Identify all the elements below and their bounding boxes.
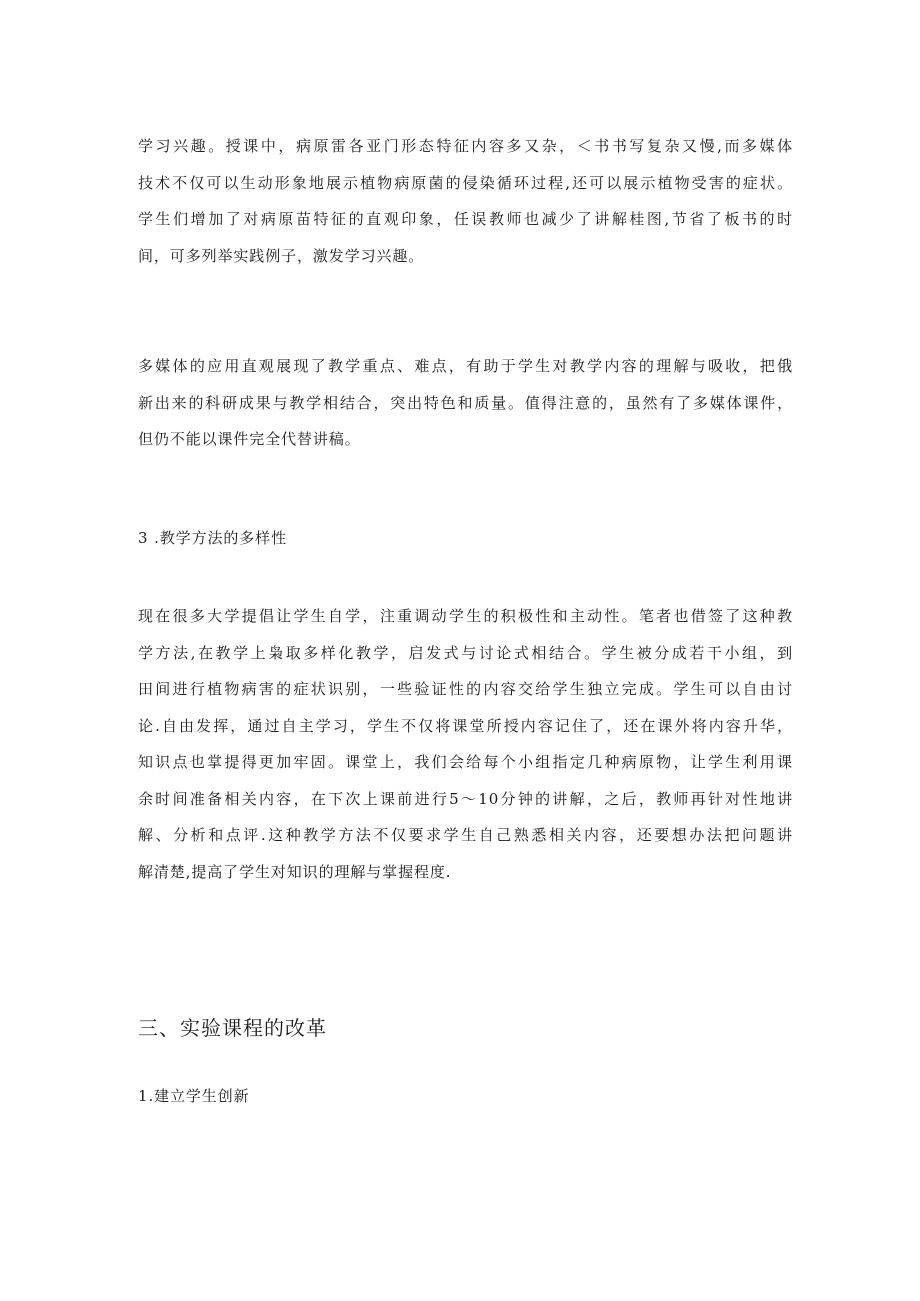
subheading-student-innovation: 1.建立学生创新	[138, 1087, 250, 1105]
paragraph-line: 解、分析和点评.这种教学方法不仅要求学生自己熟悉相关内容，还要想办法把问题讲	[138, 826, 793, 844]
paragraph-line: 学方法,在教学上枭取多样化教学，启发式与讨论式相结合。学生被分成若干小组，到	[138, 643, 793, 662]
paragraph-line: 现在很多大学提倡让学生自学，注重调动学生的积极性和主动性。笔者也借签了这种教	[138, 607, 793, 625]
paragraph-line: 新出来的科研成果与教学相结合，突出特色和质量。值得注意的，虽然有了多媒体课件，	[138, 393, 793, 412]
paragraph-line: 多媒体的应用直观展现了教学重点、难点，有助于学生对教学内容的理解与吸收，把俄	[138, 357, 793, 375]
paragraph-line: 论.自由发挥，通过自主学习，学生不仅将课堂所授内容记住了，还在课外将内容升华，	[138, 716, 793, 735]
paragraph-line: 解清楚,提高了学生对知识的理解与掌握程度.	[138, 862, 452, 881]
paragraph-multimedia-application	[138, 348, 793, 458]
paragraph-multimedia-interest	[138, 128, 793, 274]
paragraph-line: 间，可多列举实践例子，激发学习兴趣。	[138, 246, 425, 265]
paragraph-line: 田间进行植物病害的症状识别，一些验证性的内容交给学生独立完成。学生可以自由讨	[138, 680, 793, 698]
paragraph-line: 知识点也掌提得更加牢固。课堂上，我们会给每个小组指定几种病原物，让学生利用课	[138, 753, 793, 771]
paragraph-line: 技术不仅可以生动形象地展示植物病原菌的侵染循环过程,还可以展示植物受害的症状。	[138, 173, 793, 192]
paragraph-line: 学习兴趣。授课中，病原雷各亚门形态特征内容多又杂，＜书书写复杂又慢,而多媒体	[138, 137, 793, 155]
section-heading-lab-reform: 三、实验课程的改革	[138, 1016, 327, 1040]
paragraph-teaching-methods	[138, 598, 793, 890]
paragraph-line: 余时间准备相关内容，在下次上课前进行5〜10分钟的讲解，之后，教师再针对性地讲	[138, 789, 793, 808]
paragraph-line: 学生们增加了对病原苗特征的直观印象，任误教师也减少了讲解桂图,节省了板书的时	[138, 210, 793, 228]
subheading-teaching-methods: 3 .教学方法的多样性	[138, 529, 287, 547]
paragraph-line: 但仍不能以课件完全代替讲稿。	[138, 430, 361, 448]
